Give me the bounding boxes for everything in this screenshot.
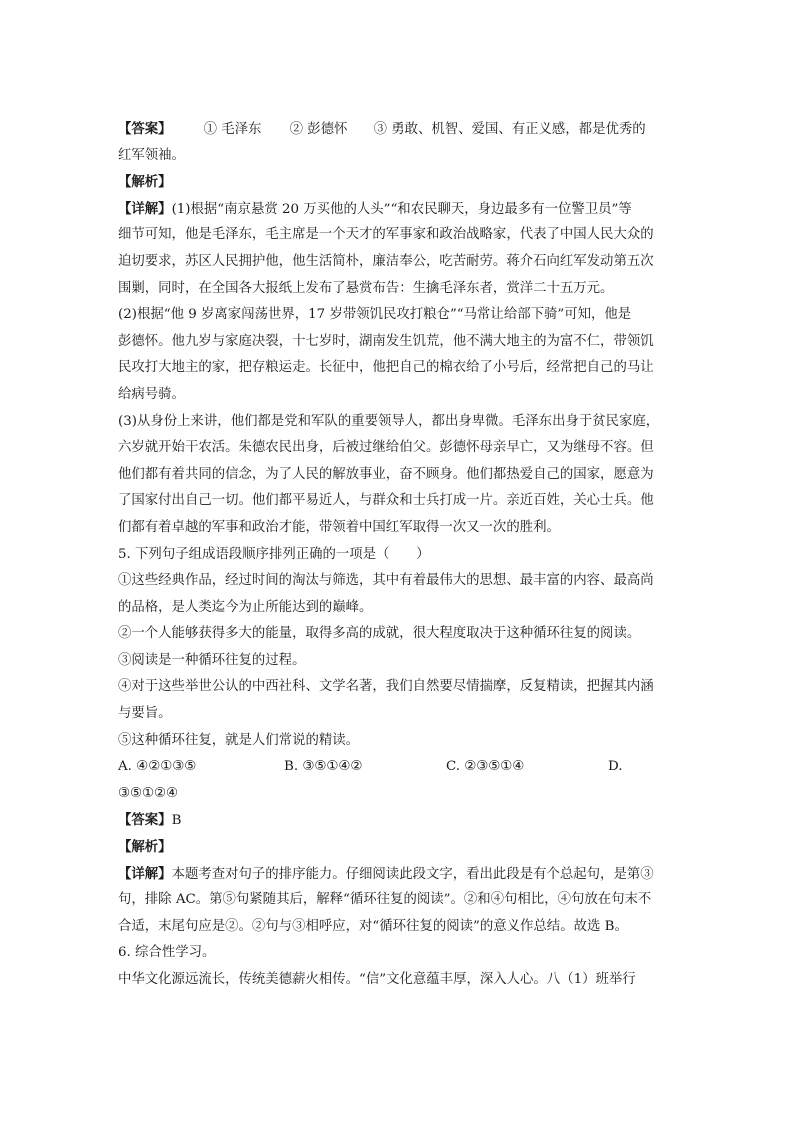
q4-detail-line: 民攻打大地主的家，把存粮运走。长征中，他把自己的棉衣给了小号后，经常把自己的马让 xyxy=(118,360,654,376)
q5-detail-text: 本题考查对句子的排序能力。仔细阅读此段文字，看出此段是有个总起句，是第③ xyxy=(171,866,654,882)
q4-detail-line xyxy=(118,196,678,223)
q5-analysis-tag: 【解析】 xyxy=(118,839,172,856)
q5-detail-line: 句，排除 AC。第⑤句紧随其后，解释“循环往复的阅读”。②和④句相比，④句放在句末不 xyxy=(118,892,652,908)
q5-option-d: D. xyxy=(608,759,623,775)
q4-answer-1: ① 毛泽东 xyxy=(203,122,262,137)
q5-sentence: 与要旨。 xyxy=(118,706,172,722)
q4-detail-line: 六岁就开始干农活。朱德农民出身，后被过继给伯父。彭德怀母亲早亡，又为继母不容。但 xyxy=(118,440,654,456)
q4-analysis-tag: 【解析】 xyxy=(118,174,172,191)
q4-detail-line: 围剿，同时，在全国各大报纸上发布了悬赏布告：生擒毛泽东者，赏洋二十五万元。 xyxy=(118,280,614,296)
q5-option-b: B. ③⑤①④② xyxy=(284,759,363,775)
q4-detail-line: 迫切要求，苏区人民拥护他，他生活简朴，廉洁奉公，吃苦耐劳。蒋介石向红军发动第五次 xyxy=(118,253,654,269)
q4-detail-line: (3)从身份上来讲，他们都是党和军队的重要领导人，都出身卑微。毛泽东出身于贫民家庭， xyxy=(118,413,660,429)
q5-sentence: ⑤这种循环往复，就是人们常说的精读。 xyxy=(118,732,360,748)
q4-detail-line: 他们都有着共同的信念，为了人民的解放事业，奋不顾身。他们都热爱自己的国家，愿意为 xyxy=(118,466,654,482)
q4-answer-line xyxy=(118,116,678,143)
q4-detail-line: 给病号骑。 xyxy=(118,386,185,402)
q5-answer-line xyxy=(118,807,678,834)
q4-detail-tag: 【详解】 xyxy=(118,200,172,217)
q5-sentence: ②一个人能够获得多大的能量，取得多高的成就，很大程度取决于这种循环往复的阅读。 xyxy=(118,626,641,642)
q5-answer-tag: 【答案】 xyxy=(118,812,172,829)
q5-option-d-continuation: ③⑤①②④ xyxy=(118,785,179,801)
q6-question: 6. 综合性学习。 xyxy=(118,945,216,961)
q5-options xyxy=(118,754,678,781)
document-page xyxy=(118,116,678,994)
q4-detail-text: (1)根据“南京悬赏 20 万买他的人头”“和农民聊天，身边最多有一位警卫员”等 xyxy=(171,201,632,217)
q4-detail-line: 了国家付出自己一切。他们都平易近人，与群众和士兵打成一片。亲近百姓，关心士兵。他 xyxy=(118,493,654,509)
q5-sentence: 的品格，是人类迄今为止所能达到的巅峰。 xyxy=(118,599,373,615)
q4-answer-3-continuation: 红军领袖。 xyxy=(118,147,185,163)
q4-answer-3: ③ 勇敢、机智、爱国、有正义感，都是优秀的 xyxy=(373,122,646,137)
q5-detail-tag: 【详解】 xyxy=(118,865,172,882)
q4-answer-2: ② 彭德怀 xyxy=(289,122,348,137)
q4-detail-line: 细节可知，他是毛泽东，毛主席是一个天才的军事家和政治战略家，代表了中国人民大众的 xyxy=(118,227,654,243)
q5-detail-line: 合适，末尾句应是②。②句与③相呼应，对“循环往复的阅读”的意义作总结。故选 B。 xyxy=(118,918,628,934)
q5-sentence: ③阅读是一种循环往复的过程。 xyxy=(118,652,306,668)
q5-answer-value: B xyxy=(171,813,182,829)
q4-detail-line: 们都有着卓越的军事和政治才能，带领着中国红军取得一次又一次的胜利。 xyxy=(118,519,560,535)
q4-detail-line: (2)根据“他 9 岁离家闯荡世界，17 岁带领饥民攻打粮仓”“马常让给部下骑”可知，他是 xyxy=(118,307,632,323)
q5-sentence: ④对于这些举世公认的中西社科、文学名著，我们自然要尽情揣摩，反复精读，把握其内涵 xyxy=(118,679,654,695)
q5-option-c: C. ②③⑤①④ xyxy=(446,759,525,775)
q5-question: 5. 下列句子组成语段顺序排列正确的一项是（ ） xyxy=(118,546,430,562)
q5-option-a: A. ④②①③⑤ xyxy=(118,759,197,775)
q5-sentence: ①这些经典作品，经过时间的淘汰与筛选，其中有着最伟大的思想、最丰富的内容、最高尚 xyxy=(118,573,654,589)
q5-detail-line xyxy=(118,861,678,888)
q4-answer-tag: 【答案】 xyxy=(118,121,172,137)
q6-line: 中华文化源远流长，传统美德薪火相传。“信”文化意蕴丰厚，深入人心。八（1）班举行 xyxy=(118,972,636,987)
q4-detail-line: 彭德怀。他九岁与家庭决裂，十七岁时，湖南发生饥荒，他不满大地主的为富不仁，带领饥 xyxy=(118,333,654,349)
